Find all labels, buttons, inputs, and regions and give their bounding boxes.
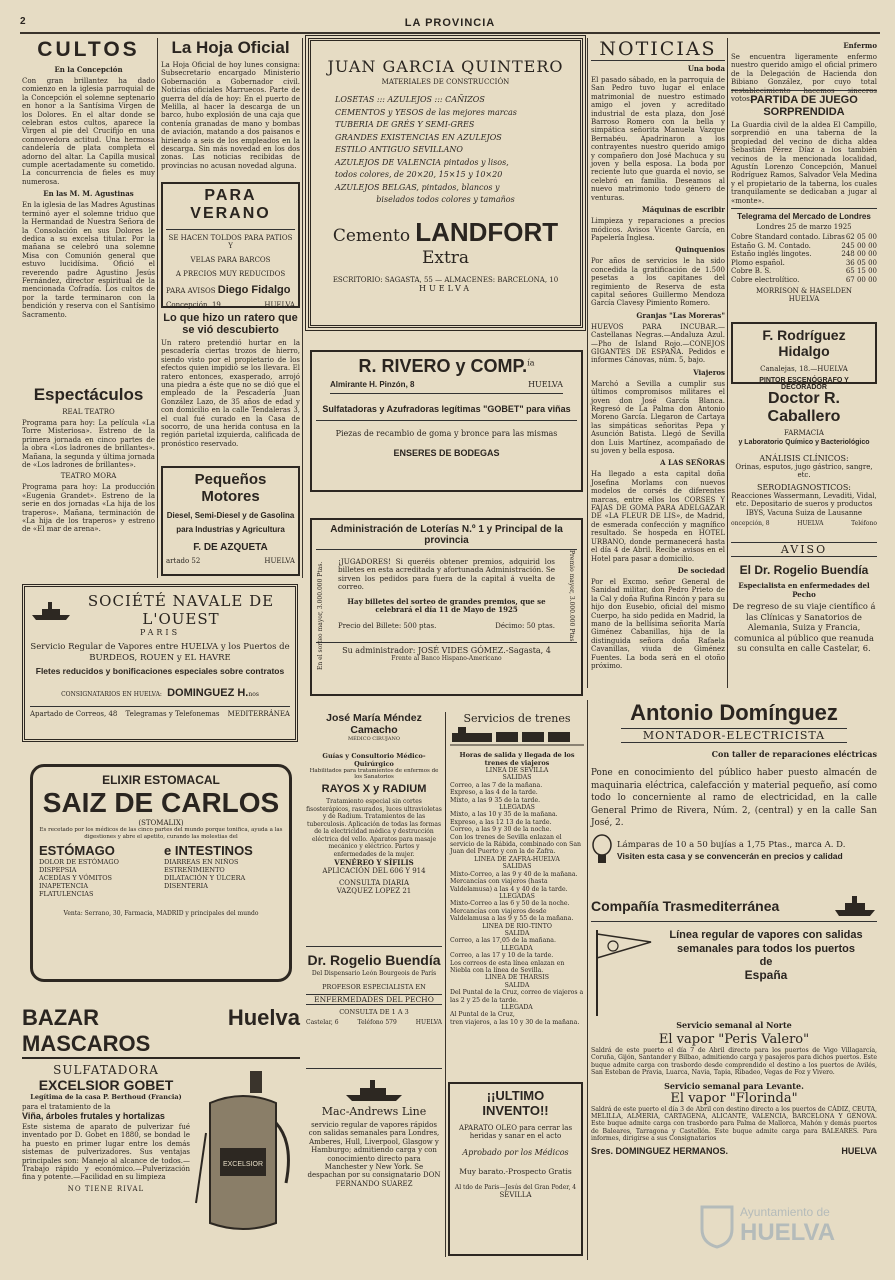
buendia-city: HUELVA: [415, 1019, 442, 1026]
schedule-line: Mixto, a las 10 y 35 de la mañana.: [450, 811, 558, 819]
schedule-line: Del Puntal de la Cruz, correo de viajeros a las 2 y 25 de la tarde.: [450, 989, 584, 1004]
naval-consig: DOMINGUEZ H.: [167, 687, 249, 699]
caballero-sub2: y Laboratorio Químico y Bacteriológico: [738, 439, 870, 446]
bazar-sub: SULFATADORA: [53, 1063, 159, 1077]
enfermo-item: [731, 38, 877, 104]
noticias-quinquenios: Por años de servicios le ha sido concedida la gratificación de 1.500 pesetas a los capitanes del regimiento de Reserva de esta capital señores Guillermo Mendoza García Clavesy Pimiento Romero.: [591, 257, 725, 308]
garcia-row: AZULEJOS DE VALENCIA pintados y lisos,: [335, 157, 509, 167]
mendez-role: MÉDICO CIRUJANO: [347, 736, 400, 742]
schedule-line: LINEA DE RIO-TINTO: [482, 922, 552, 930]
trasmed-consig: Sres. DOMINGUEZ HERMANOS.: [591, 1145, 729, 1156]
enfermo-body: Se encuentra ligeramente enfermo nuestro querido amigo el oficial primero de la Delegación de Hacienda don Bibiano González, por cuyo total restablecimiento hacemos sinceros votos.: [731, 53, 877, 104]
ratero-body: Un ratero pretendió hurtar en la pescadería ciertas trozos de hierro, siendo visto por el propietario de los efectos quien impidió se los llevara. El ratero entonces, exasperado, arrojó una piedra a éste que no se dió que el empleado de la Pescadería Juan González Lazo, de 35 años de edad y con domicilio en la calle Tendaleras 3, el cual fué curado en la Casa de socorro, de una herida contusa en la región parietal izquierda, calificada de pronóstico reservado.: [161, 339, 300, 448]
para-verano-line3: A PRECIOS MUY REDUCIDOS: [175, 270, 286, 278]
schedule-line: LINEA DE THARSIS: [485, 974, 549, 982]
telegrama-item-value: 36 05 00: [845, 258, 877, 267]
caballero-title: Doctor R. Caballero: [767, 390, 841, 425]
elixir-left-list: [39, 858, 158, 898]
garcia-title: JUAN GARCIA QUINTERO: [327, 57, 564, 76]
buendia-ad: [306, 946, 442, 1062]
trasmed-line: Línea regular de vapores con salidas semanales para todos los puertos: [669, 929, 863, 955]
schedule-line: LLEGADA: [501, 1004, 533, 1011]
ultimo-l3: Muy barato.-Prospecto Gratis: [459, 1167, 572, 1176]
aviso-ad: [731, 542, 877, 690]
noticias-sub-quinquenios: Quinquenios: [675, 245, 725, 255]
mendez-rayos: RAYOS X y RADIUM: [321, 783, 427, 795]
steamship-icon: [833, 894, 877, 918]
buendia-consulta: CONSULTA DE 1 A 3: [339, 1008, 409, 1016]
mendez-title: José María Méndez Camacho: [326, 712, 422, 736]
bazar-city: Huelva: [227, 1005, 300, 1030]
garcia-quintero-ad: [308, 38, 583, 328]
caballero-body: Orinas, esputos, jugo gástrico, sangre, etc.: [735, 463, 873, 480]
garcia-row: GRANDES EXISTENCIAS EN AZULEJOS: [335, 132, 502, 142]
telegrama-row: [731, 250, 877, 259]
list-item: DISENTERIA: [164, 882, 208, 890]
caballero-body2: Reacciones Wassermann, Levaditi, Vidal, etc. Depositario de sueros y productos IBYS, Vacuna Suiza de Lausanne: [731, 491, 877, 517]
macandrews-body: servicio regular de vapores rápidos con salidas semanales para Londres, Amberes, Hull, Liverpool, Glasgow y Hamburgo; admitiendo carga y con conocimiento directo para Manchester y New York. Se despachan por su consignatario DON FERNANDO SUAREZ: [307, 1121, 441, 1188]
hoja-oficial-title: La Hoja Oficial: [171, 38, 290, 57]
ultimo-l4: Al tdo de Paris—Jesús del Gran Poder, 4: [454, 1184, 577, 1191]
ultimo-title: ¡¡ULTIMO INVENTO!!: [482, 1088, 549, 1118]
motores-address: artado 52: [166, 557, 201, 565]
elixir-big2: e INTESTINOS: [164, 843, 253, 858]
rivero-title: R. RIVERO y COMP.: [358, 356, 528, 376]
trenes-section: [450, 712, 584, 1058]
watermark-line2: HUELVA: [740, 1219, 836, 1246]
espectaculos-section: [22, 385, 155, 575]
cultos-sub-concepcion: En la Concepción: [54, 65, 123, 74]
loterias-decimo: Décimo: 50 ptas.: [495, 622, 555, 631]
schedule-line: LLEGADAS: [499, 892, 535, 900]
bazar-ad: [22, 1005, 300, 1255]
motores-city: HUELVA: [264, 557, 295, 565]
rivero-city: HUELVA: [528, 380, 563, 389]
schedule-line: SALIDAS: [502, 863, 532, 871]
hidalgo-ad: [731, 322, 877, 391]
telegrama-item: [731, 208, 877, 316]
ratero-title: Lo que hizo un ratero que se vió descubierto: [163, 312, 298, 336]
para-verano-avisos: PARA AVISOS: [166, 287, 216, 295]
elixir-right-list: [164, 858, 283, 890]
lightbulb-icon: [591, 834, 613, 868]
para-verano-city: HUELVA: [264, 301, 295, 309]
buendia-spec: ENFERMEDADES DEL PECHO: [306, 994, 442, 1005]
schedule-line: LLEGADAS: [499, 804, 535, 812]
schedule-line: SALIDA: [504, 929, 530, 937]
naval-consig-label: CONSIGNATARIOS EN HUELVA:: [61, 691, 162, 698]
garcia-brand: LANDFORT: [415, 216, 559, 247]
elixir-ad: [30, 764, 292, 982]
elixir-big1: ESTÓMAGO: [39, 843, 115, 858]
schedule-line: LINEA DE SEVILLA: [485, 767, 549, 774]
rivero-address: Almirante H. Pinzón, 8: [330, 380, 415, 389]
telegrama-row: [731, 242, 877, 251]
enfermo-title: Enfermo: [843, 41, 877, 50]
trasmed-vapor2: El vapor "Florinda": [670, 1090, 798, 1106]
caballero-phone: Teléfono: [851, 520, 877, 528]
cultos-title: CULTOS: [37, 38, 140, 61]
masthead-bar: [20, 14, 880, 32]
motores-line2: para Industrias y Agricultura: [176, 525, 285, 534]
noticias-sub-boda: Una boda: [687, 64, 725, 73]
mendez-body: Tratamiento especial sin cortes fisosterápicos, rasurados, luces ultravioletas y de Radium. Tratamientos de las tuberculosis. Aplicación de todas las formas de la electricidad médica y destrucción eléctrica del vello. Aparatos para masaje mecánico y eléctrico. Partos y enfermedades de la mujer.: [306, 798, 442, 858]
trasmed-norte: Servicio semanal al Norte: [676, 1020, 792, 1030]
ultimo-l1: APARATO OLEO para cerrar las heridas y sanar en el acto: [458, 1124, 573, 1140]
garcia-row: ESTILO ANTIGUO SEVILLANO: [335, 145, 463, 154]
noticias-sub-sociedad: De sociedad: [677, 565, 725, 575]
telegrama-item-name: Estaño G. M. Contado.: [731, 241, 811, 250]
elixir-intro: Es recetado por los médicos de las cinco partes del mundo porque tonifica, ayuda a las digestiones y abre el apetito, curando las molestias del: [39, 827, 283, 840]
cultos-body-1: Con gran brillantez ha dado comienzo en la iglesia parroquial de la Concepción el solemne septenario en honor a la Santísima Virgen de los Dolores. En el altar donde se celebran estos cultos, aparece la Virgen al pie del Crucifijo en una conmovedora actitud. Una hermosa candelería de plata completa el adorno del altar. La Capilla musical cumple acertadamente su cometido. La concurrencia de fieles es muy numerosa.: [22, 77, 155, 186]
noticias-maquinas: Limpieza y reparaciones a precios módicos. Avisos Vicente García, en Papelería Inglesa.: [591, 217, 725, 242]
hidalgo-trade: PINTOR ESCENÓGRAFO Y DECORADOR: [759, 377, 849, 391]
mendez-aplicacion: APLICACIÓN DEL 606 Y 914: [322, 867, 426, 875]
sprayer-label: EXCELSIOR: [222, 1161, 264, 1168]
telegrama-item-name: Cobre electrolítico.: [731, 275, 800, 284]
schedule-line: Mixto-Correo, a las 9 y 40 de la mañana.: [450, 870, 578, 878]
naval-line1: Servicio Regular de Vapores entre HUELVA y los Puertos de BURDEOS, ROUEN y EL HAVRE: [30, 642, 290, 663]
dominguez-title: Antonio Domínguez: [630, 700, 838, 725]
steamship-icon: [30, 599, 72, 621]
mendez-ad: [306, 712, 442, 940]
masthead-title: LA PROVINCIA: [404, 17, 496, 29]
schedule-line: Correo, a las 17,05 de la mañana.: [450, 937, 556, 945]
garcia-subtitle: MATERIALES DE CONSTRUCCIÓN: [381, 78, 510, 86]
loterias-front: Frente al Banco Hispano-Americano: [391, 655, 502, 663]
para-verano-line2: VELAS PARA BARCOS: [190, 256, 271, 264]
watermark-line1: Ayuntamiento de: [740, 1205, 830, 1219]
telegrama-row: [731, 259, 877, 268]
train-icon: [450, 725, 584, 747]
cultos-section: [22, 38, 155, 358]
dominguez-ad: [591, 700, 877, 878]
hidalgo-address: Canalejas, 18.—HUELVA: [760, 365, 848, 373]
bazar-brand: EXCELSIOR GOBET: [38, 1077, 174, 1093]
motores-ad: [161, 466, 300, 576]
noticias-section: [591, 38, 725, 690]
hoja-oficial-section: [161, 38, 300, 178]
telegrama-item-value: 245 00 00: [841, 241, 877, 250]
real-teatro-program: Programa para hoy: La película «La Torre Misteriosa». Estreno de la primera jornada en cinco partes de la obra «Los ladrones de brillantes». Mañana, la segunda y última jornada de «Los ladrones de brillantes».: [22, 419, 155, 470]
trenes-title: Servicios de trenes: [463, 712, 571, 725]
loterias-left-vertical-box: [316, 550, 330, 670]
macandrews-title: Mac-Andrews Line: [321, 1105, 427, 1118]
steamship-icon: [344, 1077, 404, 1103]
garcia-row: LOSETAS ::: AZULEJOS ::: CAÑIZOS: [335, 95, 485, 104]
bazar-title: BAZAR MASCAROS: [22, 1005, 151, 1056]
motores-line1: Diesel, Semi-Diesel y de Gasolina: [166, 511, 295, 520]
bazar-vinas: Viña, árboles frutales y hortalizas: [22, 1111, 165, 1121]
buendia-title: Dr. Rogelio Buendía: [307, 952, 441, 968]
list-item: INAPETENCIA: [39, 882, 89, 890]
naval-consig-sup: nos: [248, 691, 259, 698]
motores-title: Pequeños Motores: [194, 471, 267, 505]
list-item: DILATACIÓN Y ÚLCERA: [164, 874, 246, 882]
schedule-line: Correo, a las 17 y 10 de la tarde.: [450, 952, 554, 960]
bazar-legit: Legítima de la casa P. Berthoud (Francia): [30, 1093, 182, 1101]
schedule-line: Mixto-Correo a las 6 y 50 de la noche.: [450, 900, 570, 908]
buendia-tel: Teléfono 579: [357, 1019, 397, 1026]
garcia-row: todos colores, de 20×20, 15×15 y 10×20: [335, 170, 503, 179]
para-verano-ad: [161, 182, 300, 308]
schedule-line: Expreso, a las 4 de la tarde.: [450, 789, 538, 797]
dominguez-lamparas: Lámparas de 10 a 50 bujías a 1,75 Ptas., marca A. D.: [617, 839, 846, 850]
rivero-line3: ENSERES DE BODEGAS: [393, 448, 500, 458]
telegrama-title: Telegrama del Mercado de Londres: [731, 208, 877, 221]
noticias-title: NOTICIAS: [591, 38, 725, 61]
bazar-para: para el tratamiento de la: [22, 1103, 111, 1111]
aviso-body: De regreso de su viaje científico á las Clínicas y Sanatorios de Alemania, Suiza y Francia, comunica al público que reanuda su consulta en calle Castelar, 6.: [732, 601, 876, 653]
schedule-line: Mercancías con viajeros (hasta Valdelamusa) a las 4 y 40 de la tarde.: [450, 878, 568, 893]
trasmed-vapor1: El vapor "Peris Valero": [658, 1032, 810, 1047]
trenes-intro: Horas de salida y llegada de los trenes de viajeros: [459, 751, 575, 767]
caballero-ad: [731, 390, 877, 538]
mendez-venereo: VENÉREO Y SÍFILIS: [334, 858, 414, 867]
garcia-row: biselados todos colores y tamaños: [376, 195, 515, 204]
para-verano-address: Concepción, 19: [166, 301, 221, 309]
macandrews-ad: [306, 1068, 442, 1258]
caballero-city: HUELVA: [797, 520, 824, 528]
naval-mediterranea: MEDITERRÁNEA: [227, 710, 290, 718]
garcia-cement: Cemento: [332, 225, 411, 246]
dominguez-body: Pone en conocimiento del público haber puesto almacén de maquinaria eléctrica, calefacción y material pequeño, así como todo lo concerniente al ramo de electricidad, en la calle General Primo de Rivera, Núm. 2, (central) y en la calle San José, 2.: [591, 768, 877, 828]
telegrama-firm: MORRISON & HASELDEN: [755, 286, 853, 295]
motores-seller: F. DE AZQUETA: [193, 542, 268, 553]
noticias-boda: El pasado sábado, en la parroquia de San Pedro tuvo lugar el enlace matrimonial de nuestro estimado amigo el joven y acreditado industrial de esta plaza, don José Barroso Romero con la bella y simpática señorita Manuela Vazque Bernabéu. Apadrinaron a los contrayentes nuestro querido amigo y compañero don José Machuca y su joven y bella esposa. La boda por reciente luto que guarda el novio, se celebró en familia. Deseamos al nuevo matrimonio todo género de venturas.: [591, 76, 725, 202]
aviso-spec: Especialista en enfermedades del Pecho: [738, 581, 870, 599]
schedule-line: Mixto, a las 9 35 de la tarde.: [450, 796, 541, 804]
trasmed-city: HUELVA: [841, 1145, 877, 1156]
mendez-l1: Guías y Consultorio Médico-Quirúrgico: [322, 752, 426, 768]
trasmed-levante: Servicio semanal para Levante.: [664, 1080, 804, 1091]
caballero-sero: SERODIAGNOSTICOS:: [756, 482, 852, 492]
telegrama-date: Londres 25 de marzo 1925: [756, 223, 852, 231]
naval-tele: Telegramas y Telefonemas: [125, 710, 220, 718]
mendez-address: VAZQUEZ LOPEZ 21: [336, 887, 412, 895]
schedule-line: Con los trenes de Sevilla enlazan el servicio de la Rábida, combinado con San Juan del Puerto y con la de Zafra.: [450, 833, 582, 856]
mendez-l2: Habilitados para tratamientos de enfermos de los Sanatorios: [309, 768, 439, 780]
naval-ad: [22, 584, 298, 742]
loterias-right-vertical-box: [563, 550, 577, 670]
naval-apartado: Apartado de Correos, 48: [30, 710, 118, 718]
noticias-senoras: Ha llegado a esta capital doña Josefina Morlams con nuevos modelos de corsés de diferentes marcas, entre ellos los CORSES Y FAJAS DE GOMA PARA ADELGAZAR DE «LA FLEUR DE LIS», de Madrid, de esmerada confección y magnífico resultado. Se hospeda en HOTEL URBANO, donde permanecerá hasta el día 4 de Abril. Recibe avisos en el Hotel para pasar a domicilio.: [591, 470, 725, 563]
garcia-office: ESCRITORIO: SAGASTA, 55 — ALMACENES: BARCELONA, 10: [332, 275, 559, 284]
trasmediterranea-ad: [591, 894, 877, 1259]
naval-city: PARIS: [139, 628, 181, 637]
noticias-viajeros: Marchó a Sevilla a cumplir sus últimos compromisos militares el joven don José García Blanca. Regresó de La Palma don Antonio Moreno García. Llegaron de Cartaya las simpáticas señoritas Pepa y Asunción Batista. Llegó de Sevilla don Luis Martínez, acompañado de su joven y bella esposa.: [591, 379, 725, 456]
trasmed-title: Compañía Trasmediterránea: [591, 898, 780, 914]
trasmed-b1: Saldrá de este puerto el día 7 de Abril directo para los puertos de Vigo Villagarcía, Coruña, Gijón, Santander y Bilbao, admitiendo carga y pasajeros para dichos puertos. Este buque admite carga con trasbordo desde comprendido el destino a los puertos de Avilés, San Esteban de Pravia, Luarca, Navia, Tapia, Ribadeo, Vegas de Foz y Vivero.: [591, 1047, 878, 1077]
rivero-line1: Sulfatadoras y Azufradoras legítimas "GOBET" para viñas: [316, 404, 577, 421]
buendia-sub: Del Dispensario León Bourgeois de París: [311, 970, 437, 977]
rivero-line2: Piezas de recambio de goma y bronce para las mismas: [335, 429, 558, 438]
dominguez-taller: Con taller de reparaciones eléctricas: [711, 749, 877, 759]
list-item: ESTREÑIMIENTO: [164, 866, 225, 874]
loterias-price: Precio del Billete: 500 ptas.: [338, 622, 437, 631]
telegrama-item-value: 62 05 00: [845, 233, 877, 241]
schedule-line: Mercancías con viajeros desde Valdelamusa a las 9 y 55 de la mañana.: [450, 907, 574, 923]
sprayer-icon: [190, 1063, 296, 1243]
telegrama-row: [731, 276, 877, 285]
garcia-row: CEMENTOS y YESOS de las mejores marcas: [335, 107, 517, 117]
cultos-sub-agustinas: En las M. M. Agustinas: [43, 189, 134, 199]
telegrama-item-name: Cobre Standard contado. Libras: [731, 233, 845, 241]
schedule-line: SALIDAS: [502, 774, 532, 782]
naval-title: SOCIÉTÉ NAVALE DE L'OUEST: [87, 592, 275, 628]
schedule-line: Expreso, a las 12 13 de la tarde.: [450, 818, 552, 826]
noticias-sub-granjas: Granjas "Las Moreras": [636, 310, 725, 320]
elixir-title1: ELIXIR ESTOMACAL: [102, 773, 220, 787]
buendia-prof: PROFESOR ESPECIALISTA EN: [322, 983, 426, 991]
bazar-no-rival: NO TIENE RIVAL: [67, 1184, 145, 1193]
aviso-title: AVISO: [731, 542, 877, 557]
noticias-sub-viajeros: Viajeros: [693, 367, 725, 377]
noticias-sub-senoras: A LAS SEÑORAS: [660, 458, 725, 468]
telegrama-item-value: 248 00 00: [841, 250, 877, 259]
para-verano-line1: SE HACEN TOLDOS PARA PATIOS Y: [166, 229, 295, 250]
list-item: FLATULENCIAS: [39, 890, 94, 898]
garcia-city: HUELVA: [419, 283, 472, 293]
schedule-line: tren viajeros, a las 10 y 30 de la mañana.: [450, 1018, 580, 1026]
para-verano-title: PARA VERANO: [190, 187, 271, 222]
ultimo-l2: Aprobado por los Médicos: [462, 1148, 569, 1157]
juego-item: [731, 90, 877, 205]
telegrama-item-name: Cobre B. S.: [731, 267, 772, 276]
trasmed-de: de: [759, 956, 773, 968]
dominguez-subtitle: MONTADOR-ELECTRICISTA: [621, 728, 847, 743]
trasmed-espana: España: [744, 968, 788, 982]
garcia-products: [335, 94, 556, 207]
loterias-admin: Su administrador: JOSÉ VIDES GÓMEZ.-Sagasta, 4: [316, 642, 577, 655]
naval-line2: Fletes reducidos y bonificaciones especiales sobre contratos: [35, 666, 285, 676]
noticias-sub-maquinas: Máquinas de escribir: [642, 205, 725, 215]
noticias-granjas: HUEVOS PARA INCUBAR.—Castellanas Negras.—Andaluza Azul.—Pho de Island Rojo.—CONEJOS GIGANTES DE ESPAÑA. Pedidos e informes Cánovas, núm. 5, bajo.: [591, 322, 725, 365]
caballero-sub3: ANÁLISIS CLÍNICOS:: [759, 454, 849, 463]
hidalgo-title: F. Rodríguez Hidalgo: [762, 327, 846, 359]
venue-teatro-mora: TEATRO MORA: [60, 472, 117, 481]
list-item: DOLOR DE ESTÓMAGO: [39, 858, 119, 866]
telegrama-row: [731, 267, 877, 276]
garcia-row: TUBERIA DE GRÉS Y SEMI-GRES: [335, 120, 475, 129]
juego-title: PARTIDA DE JUEGO SORPRENDIDA: [731, 90, 877, 118]
garcia-extra: Extra: [421, 247, 470, 268]
ratero-article: [161, 312, 300, 464]
telegrama-item-name: Plomo español.: [731, 258, 785, 267]
teatro-mora-program: Programa para hoy: La producción «Eugenia Grandet». Estreno de la serie en dos jornadas «La hija de los traperos». Mañana, terminación de «La hija de los traperos» y estreno de «El mar de arena».: [22, 483, 155, 534]
page-number: 2: [20, 16, 26, 27]
loterias-title: Administración de Loterías N.º 1 y Principal de la provincia: [316, 524, 577, 550]
flag-icon: [591, 928, 655, 1018]
list-item: DIARREAS EN NIÑOS: [164, 858, 239, 866]
rivero-sup: ía: [527, 358, 535, 368]
mendez-consulta: CONSULTA DIARIA: [338, 879, 410, 887]
trenes-schedule: [450, 767, 584, 1026]
ultimo-invento-ad: [448, 1082, 583, 1256]
noticias-sociedad: Por el Excmo. señor General de Sanidad militar, don Pedro Prieto de la Cal y doña Rufina Rincón y para su hijo don Eusebio, oficial del mismo Cuerpo, ha sido pedida en Madrid, la mano de la bellísima señorita María Giménez Cabanillas, hija de la distinguida señora doña Rafaela Cavanillas, viuda de Giménez Fuentes. La boda será en el otoño próximo.: [591, 577, 725, 670]
venue-real-teatro: REAL TEATRO: [62, 408, 115, 416]
dominguez-visiten: Visiten esta casa y se convencerán en precios y calidad: [617, 850, 843, 861]
garcia-row: AZULEJOS BELGAS, pintados, blancos y: [335, 182, 500, 192]
loterias-left-vertical: En el sorteo mayor, 3.000.000 Ptas.: [317, 561, 324, 670]
list-item: ACEDÍAS Y VÓMITOS: [39, 874, 113, 882]
elixir-paren: (STOMALIX): [138, 819, 184, 827]
hoja-oficial-body: La Hoja Oficial de hoy lunes consigna: Subsecretario encargado Ministerio Gobernación a Gobernador civil. Noticias oficiales Marruecos. Parte de guerra del día de hoy: En el puerto de Melilla, al hacer la descarga de un barco, hubo explosión de una caja que contenía granadas de mano y bombas de aviación, matando a dos paisanos e hiriendo a seis de los empleados en la descarga. Sin más novedad en los dos zonas. Las noticias recibidas de provincias no acusan novedad alguna.: [161, 61, 300, 170]
schedule-line: Los correos de esta línea enlazan en Niebla con la línea de Sevilla.: [450, 959, 565, 974]
telegrama-item-name: Estaño inglés lingotes.: [731, 250, 812, 259]
telegrama-row: [731, 233, 877, 242]
telegrama-item-value: 65 15 00: [845, 267, 877, 276]
juego-body: La Guardia civil de la aldea El Campillo, sorprendió en una taberna de la propiedad del vecino de dicha aldea Sebastián Pérez Díaz a los también vecinos de la mencionada localidad, Agustín Lorenzo Concepción, Manuel Rodríguez Ramos, Salvador Vela Medina y el propietario de la taberna, los cuales tranquilamente se dedicaban a jugar al «monte».: [731, 121, 877, 205]
schedule-line: SALIDA: [504, 981, 530, 989]
aviso-name: El Dr. Rogelio Buendía: [739, 563, 869, 577]
caballero-address: oncepción, 8: [731, 520, 770, 528]
list-item: DISPEPSIA: [39, 866, 77, 874]
cultos-body-2: En la iglesia de las Madres Agustinas terminó ayer el solemne triduo que la Hermandad de Nuestra Señora de la Consolación en sus Dolores le dedica a su excelsa titular. Por la mañana se celebró una solemne Misa con Comunión general que estuvo lucidísima. Ofició el reverendo padre Agustino Jesús Fernández, director espiritual de la mencionada Cofradía. Los cultos de por la tarde terminaron con la bendición y reserva con el Santísimo Sacramento.: [22, 201, 155, 319]
schedule-line: Correo, a las 9 y 30 de la noche.: [450, 826, 552, 834]
loterias-right-vertical: Premio mayor, 3.000.000 Ptas.: [568, 550, 575, 644]
rivero-ad: [310, 350, 583, 492]
elixir-title2: SAIZ DE CARLOS: [42, 787, 280, 818]
loterias-sorteo: Hay billetes del sorteo de grandes premios, que se celebrará el día 11 de Mayo de 1925: [347, 596, 546, 615]
schedule-line: Al Puntal de la Cruz,: [450, 1011, 515, 1019]
elixir-foot: Venta: Serrano, 30, Farmacia, MADRID y principales del mundo: [63, 910, 259, 917]
schedule-line: Correo, a las 7 de la mañana.: [450, 781, 543, 789]
espectaculos-title: Espectáculos: [33, 385, 144, 404]
bazar-body: Este sistema de aparato de pulverizar fué inventado por D. Gobet en 1880, se bondad le ha puesto en primer lugar entre los demás sistemas de pulverizadores. Sus ventajas principales son: Manejo al alcance de todos.—Trabajo rápido y económico.—Pulverización fina y potente.—Facilidad en su limpieza: [22, 1123, 190, 1182]
telegrama-item-value: 67 00 00: [845, 275, 877, 284]
loterias-ad: [310, 518, 583, 696]
loterias-notice: ¡JUGADORES! Si queréis obtener premios, adquirid los billetes en esta acreditada y afortunada Administración. Se sirven los pedidos para fuera de la capital á vuelta de correo.: [338, 557, 555, 592]
ultimo-city: SEVILLA: [499, 1191, 532, 1199]
para-verano-name: Diego Fidalgo: [217, 284, 291, 296]
trasmed-b2: Saldrá de este puerto el día 3 de Abril con destino directo a los puertos de CÁDIZ, CEUTA, MELILLA, ALMERIA, CARTAGENA, ALICANTE, VALENCIA, BARCELONA Y GÉNOVA. Este buque admite carga con trasbordo para Palma de Mallorca, Mahón y demás puertos de Baleares, Tarragona y Castellón. Este buque admite carga para BALEARES. Para informes, dirigirse a sus Consignatarios: [591, 1105, 877, 1143]
schedule-line: LLEGADA: [501, 944, 533, 952]
schedule-line: LINEA DE ZAFRA-HUELVA: [474, 855, 560, 863]
buendia-address: Castelar, 6: [306, 1019, 339, 1026]
telegrama-city: HUELVA: [788, 294, 820, 303]
caballero-sub1: FARMACIA: [784, 429, 824, 437]
